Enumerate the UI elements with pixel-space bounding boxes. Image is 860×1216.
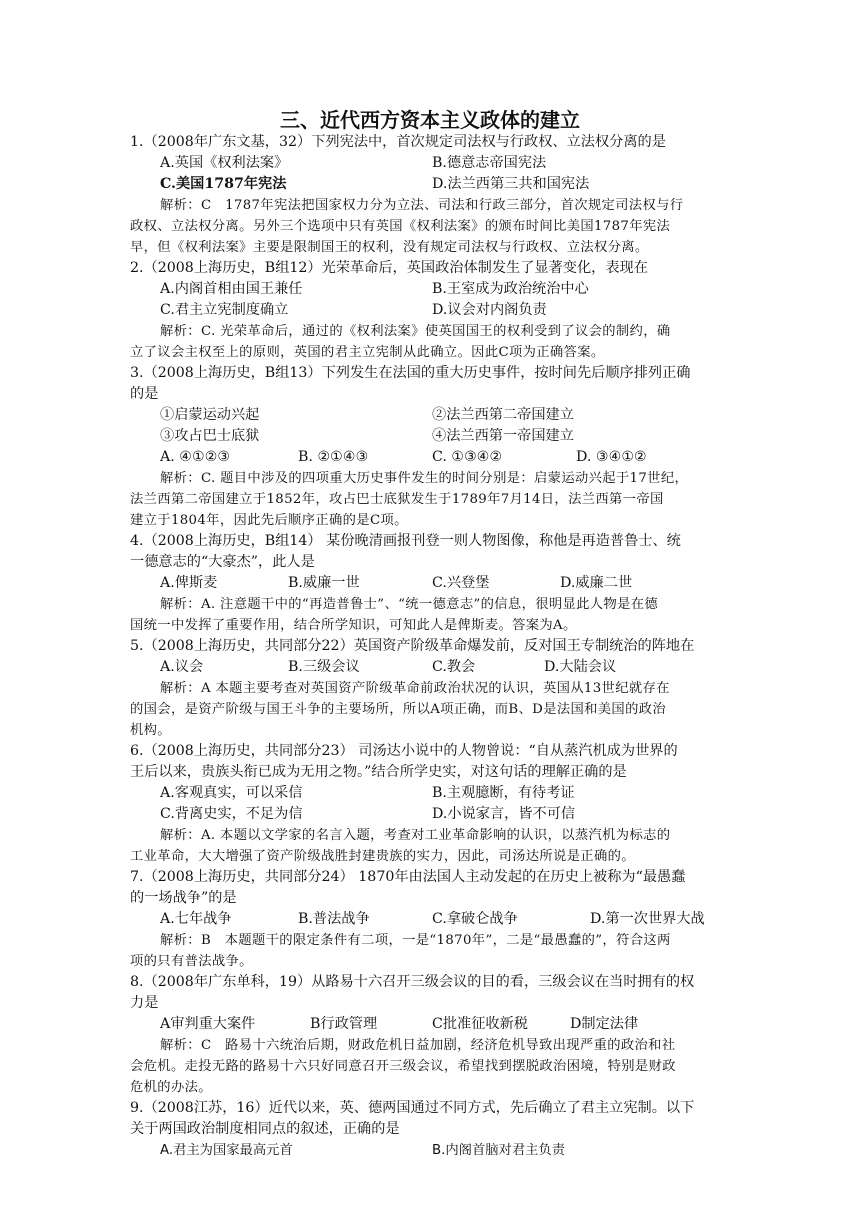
option-1b: B.德意志帝国宪法	[432, 155, 547, 171]
option-5a: A.议会	[160, 659, 204, 675]
question-9-line-1: 9.（2008江苏，16）近代以来，英、德两国通过不同方式，先后确立了君主立宪制。以下	[130, 1100, 695, 1116]
option-4d: D.威廉二世	[560, 575, 633, 591]
option-5c: C.教会	[432, 659, 476, 675]
option-3d: D. ③④①②	[576, 449, 647, 465]
question-8-line-2: 力是	[130, 995, 159, 1011]
question-7-line-1: 7.（2008上海历史，共同部分24） 1870年由法国人主动发起的在历史上被称为“最愚蠢	[130, 869, 686, 885]
analysis-5-line-1: 解析：A 本题主要考查对英国资产阶级革命前政治状况的认识，英国从13世纪就存在	[160, 681, 670, 696]
option-3a: A. ④①②③	[160, 449, 231, 465]
option-8d: D制定法律	[570, 1016, 639, 1032]
option-4a: A.俾斯麦	[160, 575, 218, 591]
question-4-line-1: 4.（2008上海历史，B组14） 某份晚清画报刊登一则人物图像，称他是再造普鲁士、统	[130, 533, 681, 549]
question-8-line-1: 8.（2008年广东单科，19）从路易十六召开三级会议的目的看，三级会议在当时拥有的权	[130, 974, 695, 990]
analysis-6-line-1: 解析：A. 本题以文学家的名言入题，考查对工业革命影响的认识，以蒸汽机为标志的	[160, 828, 671, 843]
option-1a: A.英国《权利法案》	[160, 155, 289, 171]
analysis-3-line-1: 解析：C. 题目中涉及的四项重大历史事件发生的时间分别是：启蒙运动兴起于17世纪，	[160, 471, 689, 486]
analysis-8-line-3: 危机的办法。	[130, 1080, 212, 1095]
analysis-4-line-2: 国统一中发挥了重要作用，结合所学知识，可知此人是俾斯麦。答案为A。	[130, 618, 577, 633]
option-6b: B.主观臆断，有待考证	[432, 785, 575, 801]
analysis-7-line-2: 项的只有普法战争。	[130, 954, 253, 969]
option-2d: D.议会对内阁负责	[432, 302, 547, 318]
question-2: 2.（2008上海历史，B组12）光荣革命后，英国政治体制发生了显著变化，表现在	[130, 260, 648, 276]
option-2a: A.内阁首相由国王兼任	[160, 281, 303, 297]
option-9b: B.内阁首脑对君主负责	[432, 1143, 566, 1158]
analysis-8-line-2: 会危机。走投无路的路易十六只好同意召开三级会议，希望找到摆脱政治困境，特别是财政	[130, 1059, 676, 1074]
analysis-5-line-3: 机构。	[130, 723, 171, 738]
option-3c: C. ①③④②	[432, 449, 503, 465]
analysis-1-line-3: 早，但《权利法案》主要是限制国王的权利，没有规定司法权与行政权、立法权分离。	[130, 240, 649, 255]
option-8c: C批准征收新税	[432, 1016, 528, 1032]
option-9a: A.君主为国家最高元首	[160, 1143, 293, 1158]
event-4: ④法兰西第一帝国建立	[432, 428, 574, 444]
option-6a: A.客观真实，可以采信	[160, 785, 303, 801]
event-1: ①启蒙运动兴起	[160, 407, 260, 423]
option-4b: B.威廉一世	[288, 575, 360, 591]
analysis-2-line-2: 立了议会主权至上的原则，英国的君主立宪制从此确立。因此C项为正确答案。	[130, 345, 605, 360]
option-2c: C.君主立宪制度确立	[160, 302, 289, 318]
question-9-line-2: 关于两国政治制度相同点的叙述，正确的是	[130, 1121, 400, 1137]
analysis-6-line-2: 工业革命，大大增强了资产阶级战胜封建贵族的实力，因此，司汤达所说是正确的。	[130, 849, 635, 864]
option-3b: B. ②①④③	[298, 449, 369, 465]
event-2: ②法兰西第二帝国建立	[432, 407, 574, 423]
option-1c: C.美国1787年宪法	[160, 176, 287, 192]
question-3-line-1: 3.（2008上海历史，B组13）下列发生在法国的重大历史事件，按时间先后顺序排列正确	[130, 365, 691, 381]
page-title: 三、近代西方资本主义政体的建立	[280, 108, 580, 132]
analysis-1-line-1: 解析：C 1787年宪法把国家权力分为立法、司法和行政三部分，首次规定司法权与行	[160, 198, 684, 213]
question-7-line-2: 的一场战争”的是	[130, 890, 237, 906]
question-6-line-1: 6.（2008上海历史，共同部分23） 司汤达小说中的人物曾说：“自从蒸汽机成为世界的	[130, 743, 678, 759]
option-2b: B.王室成为政治统治中心	[432, 281, 589, 297]
option-8b: B行政管理	[310, 1016, 378, 1032]
analysis-1-line-2: 政权、立法权分离。另外三个选项中只有英国《权利法案》的颁布时间比美国1787年宪法	[130, 219, 671, 234]
question-1: 1.（2008年广东文基，32）下列宪法中，首次规定司法权与行政权、立法权分离的是	[130, 134, 666, 150]
analysis-4-line-1: 解析：A. 注意题干中的“再造普鲁士”、“统一德意志”的信息，很明显此人物是在德	[160, 597, 659, 612]
event-3: ③攻占巴士底狱	[160, 428, 260, 444]
analysis-3-line-2: 法兰西第二帝国建立于1852年，攻占巴士底狱发生于1789年7月14日，法兰西第一帝国	[130, 492, 664, 507]
question-6-line-2: 王后以来，贵族头衔已成为无用之物。”结合所学史实，对这句话的理解正确的是	[130, 764, 627, 780]
question-4-line-2: 一德意志的“大豪杰”，此人是	[130, 554, 315, 570]
question-3-line-2: 的是	[130, 386, 159, 402]
option-7d: D.第一次世界大战	[590, 911, 705, 927]
option-7b: B.普法战争	[298, 911, 370, 927]
option-6c: C.背离史实，不足为信	[160, 806, 303, 822]
option-5d: D.大陆会议	[544, 659, 617, 675]
analysis-2-line-1: 解析：C. 光荣革命后，通过的《权利法案》使英国国王的权利受到了议会的制约，确	[160, 324, 671, 339]
option-8a: A审判重大案件	[160, 1016, 256, 1032]
analysis-3-line-3: 建立于1804年，因此先后顺序正确的是C项。	[130, 513, 408, 528]
option-5b: B.三级会议	[288, 659, 360, 675]
analysis-8-line-1: 解析：C 路易十六统治后期，财政危机日益加剧，经济危机导致出现严重的政治和社	[160, 1038, 676, 1053]
analysis-7-line-1: 解析：B 本题题干的限定条件有二项，一是“1870年”，二是“最愚蠢的”，符合这两	[160, 933, 671, 948]
option-7a: A.七年战争	[160, 911, 232, 927]
option-4c: C.兴登堡	[432, 575, 490, 591]
option-1d: D.法兰西第三共和国宪法	[432, 176, 590, 192]
option-7c: C.拿破仑战争	[432, 911, 518, 927]
option-6d: D.小说家言，皆不可信	[432, 806, 576, 822]
analysis-5-line-2: 的国会，是资产阶级与国王斗争的主要场所，所以A项正确，而B、D是法国和美国的政治	[130, 702, 667, 717]
question-5: 5.（2008上海历史，共同部分22）英国资产阶级革命爆发前，反对国王专制统治的阵地在	[130, 638, 695, 654]
